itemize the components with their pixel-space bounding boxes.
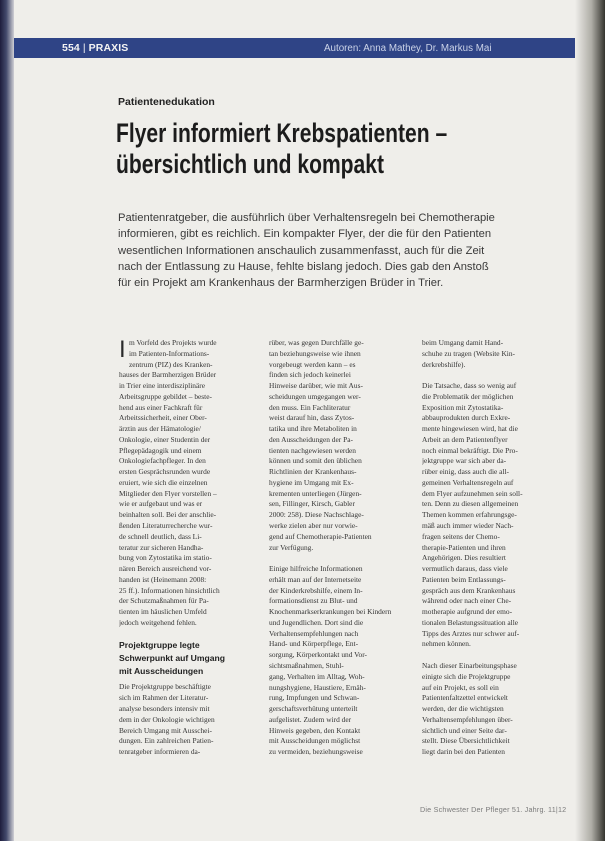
- text-line: Exposition mit Zytostatika-: [422, 402, 504, 412]
- paragraph-gap: [422, 370, 562, 381]
- paragraph: [422, 381, 562, 650]
- text-line: dem Flyer aufzunehmen sein soll-: [422, 488, 523, 498]
- text-line: zu vermeiden, beziehungsweise: [269, 747, 363, 757]
- page-curl-shadow: [575, 0, 605, 841]
- text-line: Themen kommen erfahrungsge-: [422, 510, 517, 520]
- text-line: krementen unterliegen (Jürgen-: [269, 488, 362, 498]
- text-line: finden sich jedoch keinerlei: [269, 370, 351, 380]
- text-line: gend auf Chemotherapie-Patienten: [269, 531, 372, 541]
- text-line: Onkologiefachpfleger. In den: [119, 456, 206, 466]
- text-line: liegt darin bei den Patienten: [422, 747, 505, 757]
- running-header: [14, 38, 575, 58]
- text-line: Arbeitssicherheit, einer Ober-: [119, 413, 207, 423]
- text-line: schuhe zu tragen (Website Kin-: [422, 348, 515, 358]
- lead-line: nach der Entlassung zu Hause, fehlte bislang jedoch. Dies gab den Anstoß: [118, 260, 489, 273]
- text-line: mäß auch immer wieder Nach-: [422, 521, 514, 531]
- text-line: erhält man auf der Internetseite: [269, 574, 362, 584]
- column-1: [119, 338, 259, 758]
- text-line: motherapie aufgrund der emo-: [422, 607, 513, 617]
- kicker: Patientenedukation: [118, 96, 215, 108]
- lead-line: Patientenratgeber, die ausführlich über Verhaltensregeln bei Chemotherapie: [118, 212, 495, 224]
- paragraph: [269, 564, 411, 758]
- paragraph-gap: [119, 629, 259, 640]
- text-line: werke zielen aber nur vorwie-: [269, 521, 358, 531]
- text-line: den muss. Ein Fachliteratur: [269, 402, 351, 412]
- text-line: dungen. Ein zahlreichen Patien-: [119, 736, 214, 746]
- header-separator: |: [82, 42, 86, 54]
- text-line: m Vorfeld des Projekts wurde: [129, 338, 217, 347]
- text-line: Pflegepädagogik und einem: [119, 445, 202, 455]
- text-line: in Trier eine interdisziplinäre: [119, 381, 205, 391]
- text-line: tionalen Belastungssituation alle: [422, 617, 519, 627]
- paragraph-gap: [269, 553, 411, 564]
- text-line: weist darauf hin, dass Zytos-: [269, 413, 355, 423]
- lead-line: informieren, gibt es reichlich. Ein kompakter Flyer, der die für den Patienten: [118, 228, 492, 241]
- text-line: gespräch aus dem Krankenhaus: [422, 585, 516, 595]
- text-line: gerschaftsverhütung unterteilt: [269, 704, 358, 714]
- text-line: zur Verfügung.: [269, 542, 314, 552]
- section-name: PRAXIS: [88, 42, 129, 54]
- text-line: tatika und ihre Metaboliten in: [269, 424, 357, 434]
- dropcap: I: [119, 336, 126, 363]
- text-line: Knochenmarkserkrankungen bei Kindern: [269, 607, 392, 617]
- text-line: tan beziehungsweise wie ihnen: [269, 348, 361, 358]
- text-line: sorgung, Körperkontakt und Vor-: [269, 650, 367, 660]
- text-line: gemeinen Verhaltensregeln auf: [422, 477, 514, 487]
- text-line: jektgruppe war sich aber da-: [422, 456, 507, 466]
- text-line: jedoch weitgehend fehlen.: [119, 617, 197, 627]
- binding-shadow: [0, 0, 14, 841]
- text-line: stellt. Diese Übersichtlichkeit: [422, 736, 510, 746]
- text-line: 25 ff.). Informationen hinsichtlich: [119, 585, 220, 595]
- text-line: analyse besonders intensiv mit: [119, 703, 210, 713]
- text-line: mente hingewiesen wird, hat die: [422, 424, 518, 434]
- paragraph: [119, 682, 259, 757]
- title-line: übersichtlich und kompakt: [116, 149, 384, 179]
- text-line: Einige hilfreiche Informationen: [269, 564, 363, 574]
- subheading: [119, 639, 259, 678]
- subheading-line: Projektgruppe legte: [119, 640, 200, 651]
- text-line: Tipps des Arztes nur schwer auf-: [422, 628, 520, 638]
- text-line: noch einmal bekräftigt. Die Pro-: [422, 445, 518, 455]
- text-line: Hinweise darüber, wie mit Aus-: [269, 381, 363, 391]
- text-line: Mitglieder den Flyer vorstellen –: [119, 488, 217, 498]
- text-line: der Schutzmaßnahmen für Pa-: [119, 596, 209, 606]
- text-line: Die Tatsache, dass so wenig auf: [422, 381, 517, 391]
- text-line: therapie-Patienten und ihren: [422, 542, 506, 552]
- text-line: rüber einig, dass auch die all-: [422, 467, 510, 477]
- text-line: der Kinderkrebshilfe, einem In-: [269, 585, 363, 595]
- text-line: hauses der Barmherzigen Brüder: [119, 370, 217, 380]
- paragraph: [422, 338, 562, 370]
- text-line: sich im Rahmen der Literatur-: [119, 693, 209, 703]
- text-line: beim Umgang damit Hand-: [422, 338, 504, 347]
- text-line: scheidungen umgegangen wer-: [269, 391, 361, 401]
- text-line: sichtsmaßnahmen, Stuhl-: [269, 660, 344, 670]
- text-line: fragen seitens der Chemo-: [422, 531, 500, 541]
- text-line: Hand- und Körperpflege, Ent-: [269, 639, 359, 649]
- text-line: Patientenfaltzettel entwickelt: [422, 693, 508, 703]
- paragraph: [422, 661, 562, 758]
- text-line: Richtlinien der Krankenhaus-: [269, 467, 357, 477]
- lead-paragraph: [118, 210, 554, 291]
- text-line: auf ein Projekt, es soll ein: [422, 682, 499, 692]
- text-line: können und somit den üblichen: [269, 456, 362, 466]
- paragraph: [119, 370, 259, 628]
- text-line: de schnell deutlich, dass Li-: [119, 531, 202, 541]
- text-line: teratur zur sicheren Handha-: [119, 542, 204, 552]
- text-line: Angehörigen. Dies resultiert: [422, 553, 506, 563]
- column-3: [422, 338, 562, 758]
- page-number: 554: [62, 42, 80, 54]
- article-title: [116, 118, 459, 180]
- text-line: tienten nachgewiesen werden: [269, 445, 357, 455]
- text-line: zentrum (PIZ) des Kranken-: [129, 359, 213, 369]
- text-line: dem in der Onkologie wichtigen: [119, 714, 215, 724]
- text-line: ersten Gesprächsrunden wurde: [119, 467, 211, 477]
- text-line: einigte sich die Projektgruppe: [422, 671, 511, 681]
- text-line: tienten im häuslichen Umfeld: [119, 607, 207, 617]
- text-line: ten. Denn zu diesen allgemeinen: [422, 499, 519, 509]
- header-section: [14, 42, 272, 54]
- body-columns: [119, 338, 564, 808]
- column-2: [269, 338, 411, 758]
- text-line: derkrebshilfe).: [422, 359, 466, 369]
- subheading-line: mit Ausscheidungen: [119, 666, 204, 677]
- text-line: beinhalten soll. Bei der anschlie-: [119, 510, 217, 520]
- text-line: vermutlich daraus, dass viele: [422, 564, 508, 574]
- text-line: Die Projektgruppe beschäftigte: [119, 682, 211, 692]
- paragraph-gap: [422, 650, 562, 661]
- text-line: gang, Verhalten im Alltag, Woh-: [269, 671, 365, 681]
- text-line: Nach dieser Einarbeitungsphase: [422, 660, 517, 670]
- text-line: im Patienten-Informations-: [129, 348, 210, 358]
- text-line: formationsdienst zu Blut- und: [269, 596, 358, 606]
- text-line: Arbeit an dem Patientenflyer: [422, 434, 508, 444]
- paragraph: [269, 338, 411, 553]
- text-line: rung, Impfungen und Schwan-: [269, 693, 360, 703]
- text-line: während oder nach einer Che-: [422, 596, 512, 606]
- dropcap-lines: [119, 338, 259, 370]
- text-line: rüber, was gegen Durchfälle ge-: [269, 338, 364, 347]
- text-line: ßenden Literaturrecherche wur-: [119, 521, 213, 531]
- text-line: sen, Fillinger, Kirsch, Gabler: [269, 499, 355, 509]
- text-line: ärztin aus der Hämatologie/: [119, 424, 201, 434]
- text-line: nehmen können.: [422, 639, 471, 649]
- title-line: Flyer informiert Krebspatienten –: [116, 118, 448, 148]
- text-line: 2000: 258). Diese Nachschlage-: [269, 510, 364, 520]
- dropcap-block: [119, 338, 259, 370]
- text-line: die Problematik der möglichen: [422, 391, 514, 401]
- text-line: Patienten beim Entlassungs-: [422, 574, 506, 584]
- text-line: den Ausscheidungen der Pa-: [269, 434, 353, 444]
- text-line: Verhaltensempfehlungen über-: [422, 714, 513, 724]
- text-line: bung von Zytostatika im statio-: [119, 553, 212, 563]
- header-authors: Autoren: Anna Mathey, Dr. Markus Mai: [324, 42, 492, 54]
- text-line: wie er aufgebaut und was er: [119, 499, 203, 509]
- text-line: vorgebeugt werden kann – es: [269, 359, 356, 369]
- text-line: Hinweis gegeben, den Kontakt: [269, 725, 361, 735]
- text-line: Onkologie, einer Studentin der: [119, 434, 211, 444]
- text-line: und Jugendlichen. Dort sind die: [269, 617, 364, 627]
- text-line: werden, der die wichtigsten: [422, 704, 504, 714]
- text-line: sichtlich und einer Seite dar-: [422, 725, 507, 735]
- lead-line: für ein Projekt am Krankenhaus der Barmherzigen Brüder in Trier.: [118, 277, 444, 290]
- text-line: handen ist (Heinemann 2008:: [119, 574, 207, 584]
- text-line: mit Ausscheidungen möglichst: [269, 736, 361, 746]
- text-line: Verhaltensempfehlungen nach: [269, 628, 359, 638]
- text-line: Bereich Umgang mit Ausschei-: [119, 725, 212, 735]
- subheading-line: Schwerpunkt auf Umgang: [119, 653, 225, 664]
- text-line: hend aus einer Fachkraft für: [119, 402, 203, 412]
- lead-line: wesentlichen Informationen anschaulich zusammenfasst, auch für die Zeit: [118, 244, 485, 257]
- text-line: aufgelistet. Zudem wird der: [269, 714, 352, 724]
- text-line: nungshygiene, Haustiere, Ernäh-: [269, 682, 366, 692]
- text-line: hygiene im Umgang mit Ex-: [269, 477, 354, 487]
- text-line: eruiert, wie sich die einzelnen: [119, 477, 208, 487]
- text-line: abbauprodukten durch Exkre-: [422, 413, 511, 423]
- text-line: nären Bereich ausreichend vor-: [119, 564, 212, 574]
- text-line: tenratgeber informieren da-: [119, 747, 201, 757]
- text-line: Arbeitsgruppe gebildet – beste-: [119, 391, 212, 401]
- page-footer: Die Schwester Der Pfleger 51. Jahrg. 11|12: [420, 805, 567, 814]
